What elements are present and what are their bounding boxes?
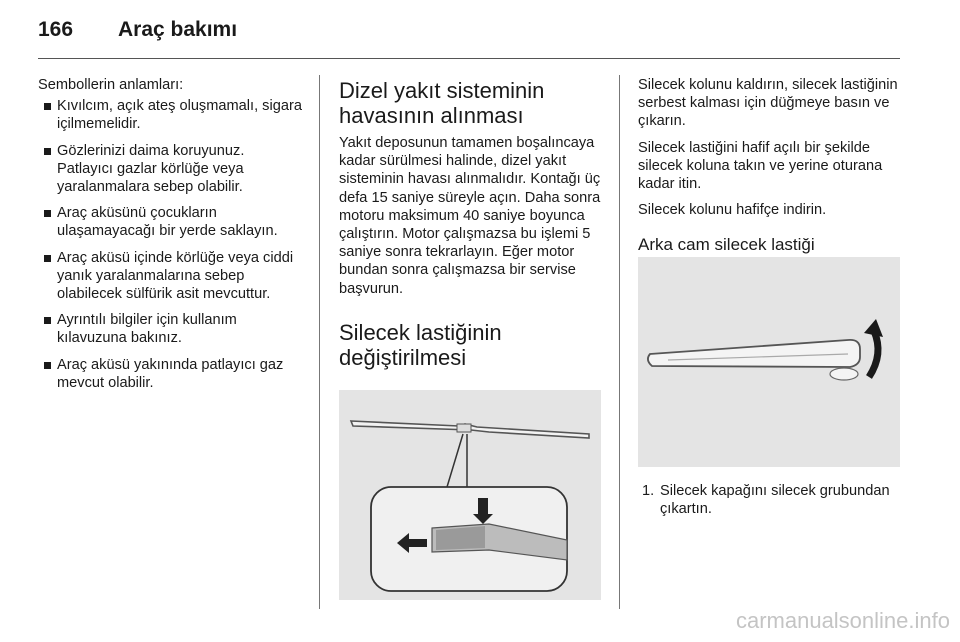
- rear-wiper-arm-drawing: [648, 340, 860, 380]
- column-3-steps: [638, 482, 900, 518]
- list-item: Araç aküsü yakınında patlayıcı gaz mevcut olabilir.: [38, 356, 304, 392]
- step-number: 1.: [642, 483, 655, 499]
- symbols-list: [38, 97, 304, 392]
- list-item: Ayrıntılı bilgiler için kullanım kılavuzuna bakınız.: [38, 311, 304, 347]
- rear-wiper-illustration: [638, 257, 900, 467]
- header-rule: [38, 58, 900, 59]
- wiper-blade-figure: [339, 390, 601, 600]
- wiper-step-attach: Silecek lastiğini hafif açılı bir şekilde silecek koluna takın ve yerine oturana kadar itin.: [638, 139, 883, 193]
- watermark: carmanualsonline.info: [735, 608, 950, 633]
- lift-arrow-icon: [864, 319, 883, 377]
- symbols-intro: Sembollerin anlamları:: [38, 77, 184, 93]
- column-3: [638, 76, 900, 255]
- column-2: [339, 76, 605, 370]
- wiper-blade-drawing: [351, 421, 589, 438]
- rear-wiper-steps: [638, 482, 900, 518]
- column-divider-1: [319, 75, 320, 609]
- list-item: Kıvılcım, açık ateş oluşmamalı, sigara içilmemelidir.: [38, 97, 304, 133]
- heading-rear-wiper: Arka cam silecek lastiği: [638, 235, 815, 255]
- list-item: [638, 482, 900, 518]
- wiper-step-lower: Silecek kolunu hafifçe indirin.: [638, 202, 827, 219]
- heading-wiper-blade: Silecek lastiğinin değiştirilmesi: [339, 319, 502, 370]
- list-item: Araç aküsünü çocukların ulaşamayacağı bir yerde saklayın.: [38, 204, 304, 240]
- column-1: [38, 76, 304, 400]
- wiper-step-lift: Silecek kolunu kaldırın, silecek lastiğinin serbest kalması için düğmeye basın ve çıkarın.: [638, 77, 898, 130]
- list-item: Gözlerinizi daima koruyunuz. Patlayıcı gazlar körlüğe veya yaralanmalara sebep olabilir.: [38, 142, 304, 197]
- heading-diesel-bleed: Dizel yakıt sisteminin havasının alınması: [339, 78, 545, 128]
- section-title: Araç bakımı: [118, 18, 238, 41]
- diesel-bleed-text: Yakıt deposunun tamamen boşalıncaya kadar sürülmesi halinde, dizel yakıt sisteminin havası alınmalıdır. Kontağı üç defa 15 saniye süreyle açın. Daha sonra motoru maksimum 40 saniye boyunca çalıştırın. Motor çalışmazsa bu işlemi 5 saniye sonra tekrarlayın. Eğer motor bundan sonra çalışmazsa bir servise başvurun.: [339, 135, 601, 297]
- page-number: 166: [38, 18, 74, 41]
- step-text: Silecek kapağını silecek grubundan çıkartın.: [660, 483, 890, 518]
- wiper-blade-illustration: [339, 390, 601, 600]
- rear-wiper-figure: [638, 257, 900, 467]
- list-item: Araç aküsü içinde körlüğe veya ciddi yanık yaralanmalarına sebep olabilecek sülfürik asit mevcuttur.: [38, 249, 304, 304]
- column-divider-2: [619, 75, 620, 609]
